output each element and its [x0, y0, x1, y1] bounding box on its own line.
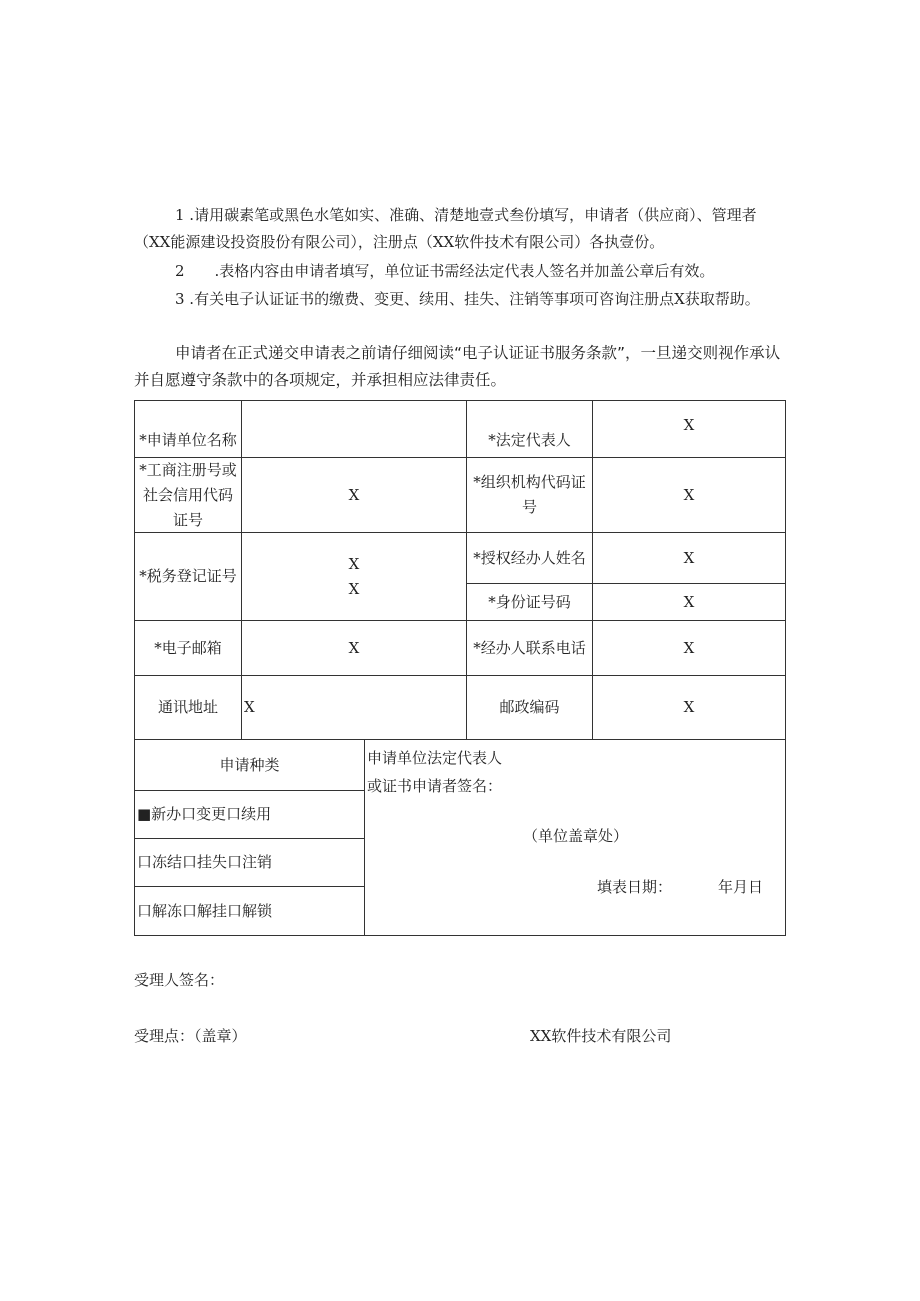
tax-label: *税务登记证号: [134, 532, 242, 621]
org-code-label-line: *组织机构代码证: [473, 473, 586, 491]
date-value: 年月日: [718, 878, 764, 896]
agent-name-field[interactable]: X: [592, 532, 786, 584]
type-option-row[interactable]: 口解冻口解挂口解锁: [134, 886, 365, 936]
tax-value: X: [348, 554, 360, 573]
date-label: 填表日期：: [597, 878, 673, 896]
reg-no-label: [134, 457, 242, 533]
unit-name-label: *申请单位名称: [134, 400, 242, 458]
tax-field[interactable]: [241, 532, 467, 621]
type-header: 申请种类: [134, 739, 365, 791]
legal-rep-label: *法定代表人: [466, 400, 593, 458]
type-option-row[interactable]: ■新办口变更口续用: [134, 790, 365, 839]
notice-line-1: 申请者在正式递交申请表之前请仔细阅读“电子认证证书服务条款”，一旦递交则视作承认: [175, 344, 781, 362]
org-code-label: [466, 457, 593, 533]
sign-label-2: 或证书申请者签名：: [367, 777, 503, 795]
org-code-label-line: 号: [521, 498, 537, 516]
note-3: 3 .有关电子认证证书的缴费、变更、续用、挂失、注销等事项可咨询注册点X获取帮助。: [175, 290, 760, 308]
org-code-field[interactable]: X: [592, 457, 786, 533]
legal-rep-field[interactable]: X: [592, 400, 786, 458]
agent-phone-label: *经办人联系电话: [466, 620, 593, 676]
acceptor-signature-label: 受理人签名：: [134, 971, 225, 989]
reg-no-label-line: *工商注册号或: [139, 460, 237, 479]
acceptance-point-label: 受理点：（盖章）: [134, 1027, 247, 1045]
signature-area[interactable]: [364, 739, 786, 936]
email-label: *电子邮箱: [134, 620, 242, 676]
email-field[interactable]: X: [241, 620, 467, 676]
id-label: *身份证号码: [466, 583, 593, 621]
sign-label-1: 申请单位法定代表人: [367, 749, 503, 767]
type-option-row[interactable]: 口冻结口挂失口注销: [134, 838, 365, 887]
id-field[interactable]: X: [592, 583, 786, 621]
agent-phone-field[interactable]: X: [592, 620, 786, 676]
reg-no-field[interactable]: X: [241, 457, 467, 533]
postcode-field[interactable]: X: [592, 675, 786, 740]
note-1-cont: （XX能源建设投资股份有限公司），注册点（XX软件技术有限公司）各执壹份。: [134, 233, 665, 251]
reg-no-label-line: 社会信用代码: [142, 485, 233, 504]
reg-no-label-line: 证号: [172, 510, 203, 529]
tax-value: X: [348, 579, 360, 598]
note-2: 2 .表格内容由申请者填写，单位证书需经法定代表人签名并加盖公章后有效。: [175, 262, 715, 280]
company-name: XX软件技术有限公司: [530, 1027, 672, 1045]
seal-placeholder: （单位盖章处）: [523, 827, 629, 845]
postcode-label: 邮政编码: [466, 675, 593, 740]
notice-line-2: 并自愿遵守条款中的各项规定，并承担相应法律责任。: [134, 371, 507, 389]
note-1: 1 .请用碳素笔或黑色水笔如实、准确、清楚地壹式叁份填写，申请者（供应商）、管理者: [175, 206, 757, 224]
agent-name-label: *授权经办人姓名: [466, 532, 593, 584]
address-field[interactable]: X: [241, 675, 467, 740]
address-label: 通讯地址: [134, 675, 242, 740]
unit-name-field[interactable]: [241, 400, 467, 458]
